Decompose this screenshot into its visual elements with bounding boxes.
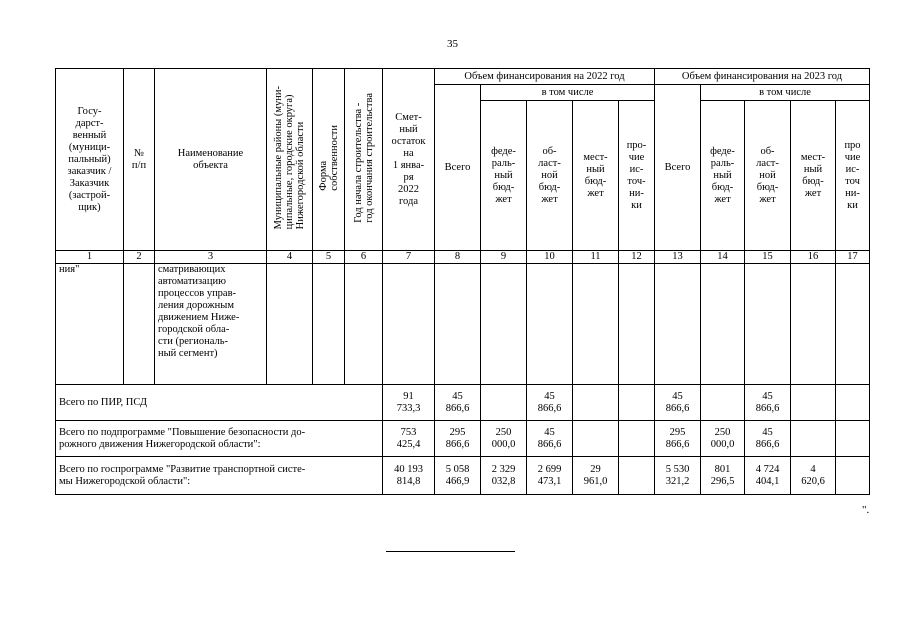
cell-federal-2022 — [481, 385, 527, 421]
page-number: 35 — [447, 38, 458, 50]
header-total-2022: Всего — [435, 85, 481, 251]
cell-local-2022: 29 961,0 — [573, 457, 619, 495]
cell-regional-2023: 45 866,6 — [745, 421, 791, 457]
cell-regional-2022: 45 866,6 — [527, 385, 573, 421]
header-ownership: Форма собственности — [313, 69, 345, 251]
financing-table — [55, 68, 870, 495]
cell-regional-2023: 45 866,6 — [745, 385, 791, 421]
cell-local-2022 — [573, 421, 619, 457]
table-row-subprogram — [56, 421, 870, 457]
col-number: 10 — [527, 251, 573, 264]
col-number: 8 — [435, 251, 481, 264]
header-federal-2022: феде- раль- ный бюд- жет — [481, 101, 527, 251]
col-number: 16 — [791, 251, 836, 264]
closing-quote-mark: ". — [862, 504, 870, 516]
cell-total-2023: 5 530 321,2 — [655, 457, 701, 495]
cell-federal-2022: 2 329 032,8 — [481, 457, 527, 495]
cell-other-2023 — [836, 457, 870, 495]
header-other-2022: про- чие ис- точ- ни- ки — [619, 101, 655, 251]
header-regional-2022: об- ласт- ной бюд- жет — [527, 101, 573, 251]
header-total-2023: Всего — [655, 85, 701, 251]
row-label: Всего по госпрограмме "Развитие транспортной систе- мы Нижегородской области": — [56, 457, 383, 495]
col-number: 6 — [345, 251, 383, 264]
column-numbers-row — [56, 251, 870, 264]
cell-local-2023 — [791, 385, 836, 421]
col-number: 17 — [836, 251, 870, 264]
col-number: 2 — [124, 251, 155, 264]
cell-total-2022: 45 866,6 — [435, 385, 481, 421]
row-label: Всего по ПИР, ПСД — [56, 385, 383, 421]
cell-federal-2023 — [701, 385, 745, 421]
row-label: Всего по подпрограмме "Повышение безопасности до- рожного движения Нижегородской области": — [56, 421, 383, 457]
header-districts: Муниципальные районы (муни- ципальные, городские округа) Нижегородской области — [267, 69, 313, 251]
col-number: 1 — [56, 251, 124, 264]
col-number: 15 — [745, 251, 791, 264]
col-number: 5 — [313, 251, 345, 264]
header-balance: Смет- ный остаток на 1 янва- ря 2022 года — [383, 69, 435, 251]
cell-regional-2022: 45 866,6 — [527, 421, 573, 457]
cell-regional-2022: 2 699 473,1 — [527, 457, 573, 495]
cell-total-2022: 5 058 466,9 — [435, 457, 481, 495]
cell-federal-2023: 250 000,0 — [701, 421, 745, 457]
cell-local-2022 — [573, 385, 619, 421]
col-number: 9 — [481, 251, 527, 264]
header-customer: Госу- дарст- венный (муници- пальный) заказчик / Заказчик (застрой- щик) — [56, 69, 124, 251]
cell-total-2022: 295 866,6 — [435, 421, 481, 457]
header-local-2022: мест- ный бюд- жет — [573, 101, 619, 251]
header-regional-2023: об- ласт- ной бюд- жет — [745, 101, 791, 251]
cell-other-2022 — [619, 385, 655, 421]
col-number: 13 — [655, 251, 701, 264]
cell-federal-2023: 801 296,5 — [701, 457, 745, 495]
header-other-2023: про чие ис- точ ни- ки — [836, 101, 870, 251]
header-num: № п/п — [124, 69, 155, 251]
col-number: 11 — [573, 251, 619, 264]
cell-balance: 40 193 814,8 — [383, 457, 435, 495]
cell-other-2023 — [836, 421, 870, 457]
table-row-program — [56, 457, 870, 495]
continuation-customer-text: ния" — [56, 264, 124, 385]
footnote-separator-line — [386, 551, 515, 552]
cell-federal-2022: 250 000,0 — [481, 421, 527, 457]
col-number: 7 — [383, 251, 435, 264]
cell-total-2023: 295 866,6 — [655, 421, 701, 457]
cell-other-2023 — [836, 385, 870, 421]
table-row-pir-psd — [56, 385, 870, 421]
cell-other-2022 — [619, 421, 655, 457]
col-number: 12 — [619, 251, 655, 264]
cell-other-2022 — [619, 457, 655, 495]
header-years: Год начала строительства - год окончания строительства — [345, 69, 383, 251]
continuation-object-name: сматривающих автоматизацию процессов управ- ления дорожным движением Ниже- городской обла- сти (региональ- ный сегмент) — [155, 264, 267, 385]
header-local-2023: мест- ный бюд- жет — [791, 101, 836, 251]
header-including-2023: в том числе — [701, 85, 870, 101]
cell-local-2023 — [791, 421, 836, 457]
header-including-2022: в том числе — [481, 85, 655, 101]
cell-total-2023: 45 866,6 — [655, 385, 701, 421]
header-fin-2022: Объем финансирования на 2022 год — [435, 69, 655, 85]
cell-balance: 753 425,4 — [383, 421, 435, 457]
col-number: 4 — [267, 251, 313, 264]
cell-balance: 91 733,3 — [383, 385, 435, 421]
cell-regional-2023: 4 724 404,1 — [745, 457, 791, 495]
header-federal-2023: феде- раль- ный бюд- жет — [701, 101, 745, 251]
cell-local-2023: 4 620,6 — [791, 457, 836, 495]
header-fin-2023: Объем финансирования на 2023 год — [655, 69, 870, 85]
col-number: 14 — [701, 251, 745, 264]
table-row-continuation — [56, 264, 870, 385]
header-object-name: Наименование объекта — [155, 69, 267, 251]
col-number: 3 — [155, 251, 267, 264]
